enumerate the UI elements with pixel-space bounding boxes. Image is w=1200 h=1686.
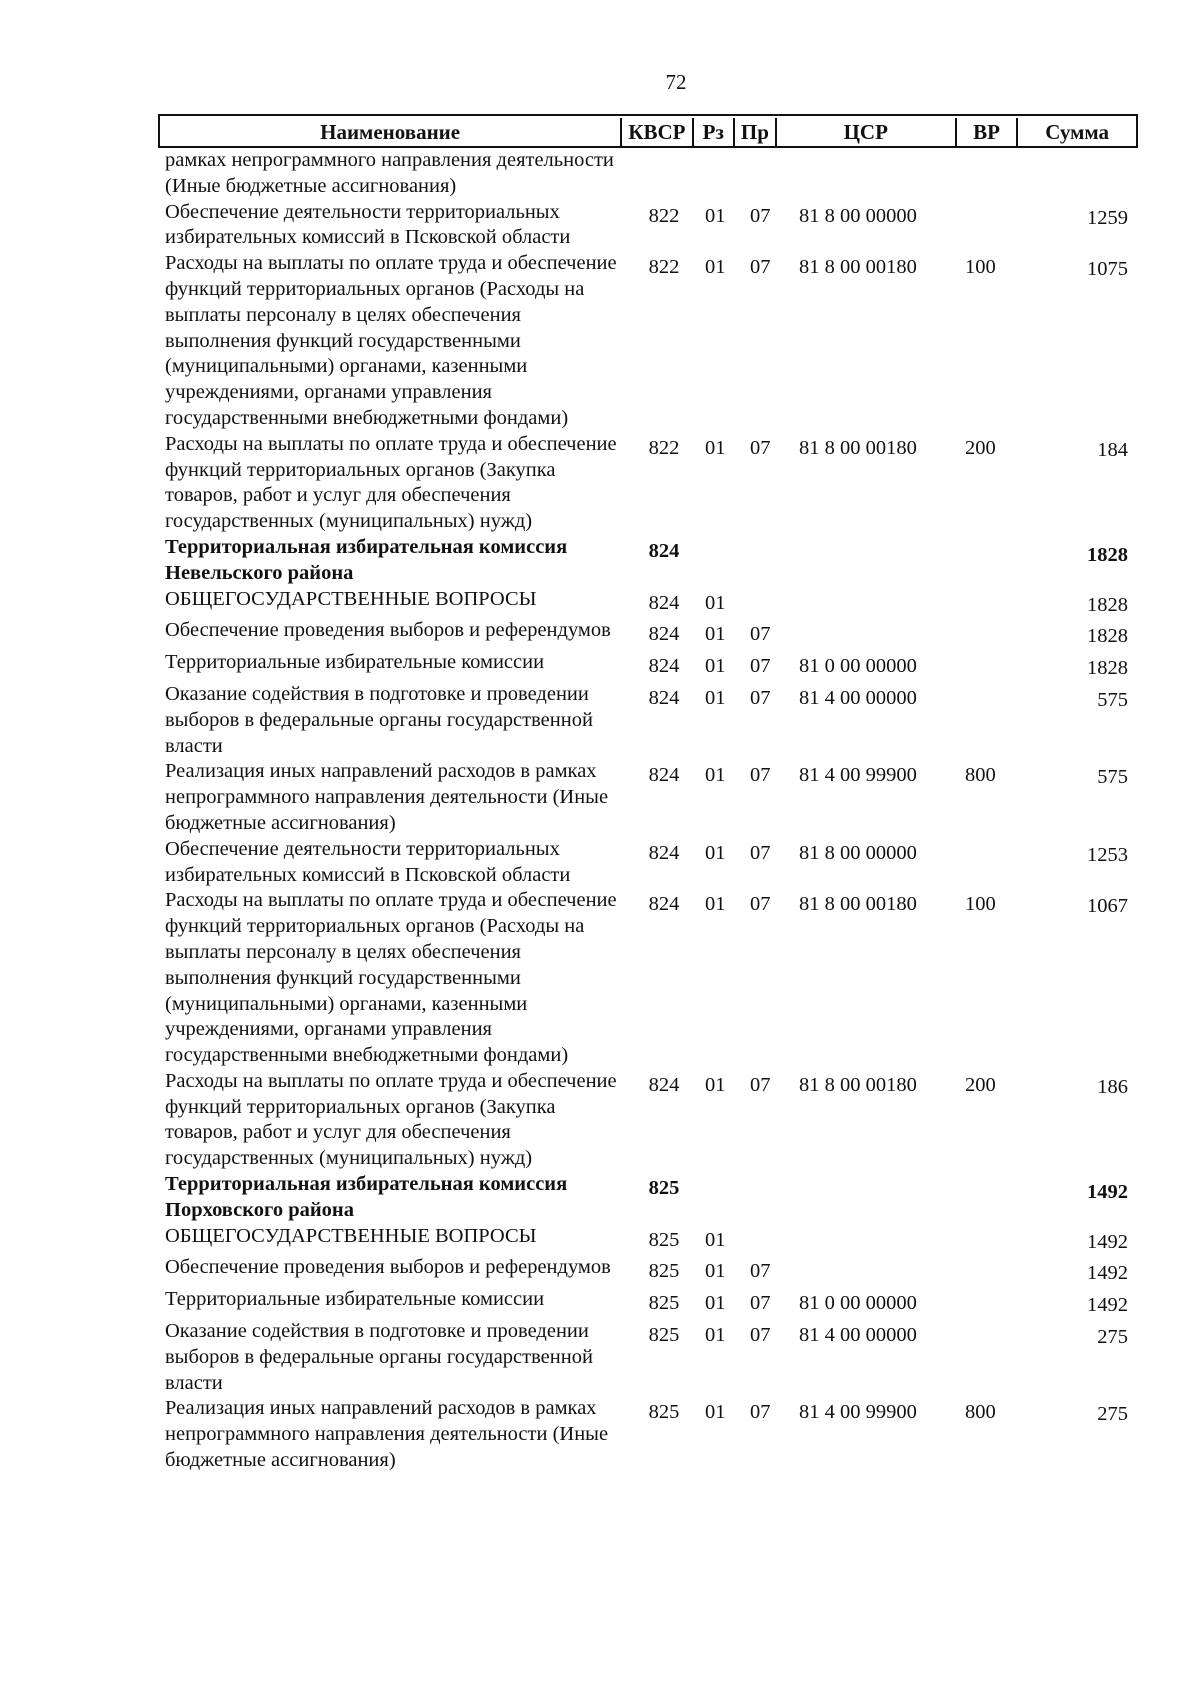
cell-name: Территориальные избирательные комиссии [165, 1288, 545, 1311]
table-row [158, 200, 1138, 252]
cell-name: Территориальная избирательная комиссия Невельского района [165, 535, 568, 584]
cell-vr [965, 587, 1020, 619]
cell-sum: 1828 [1087, 543, 1128, 566]
cell-csr [785, 618, 965, 650]
cell-sum: 1828 [1087, 593, 1128, 616]
cell-sum: 186 [1097, 1075, 1128, 1098]
cell-rz: 01 [705, 591, 726, 614]
table-header [158, 114, 1138, 148]
header-rz: Рз [694, 118, 736, 146]
cell-rz: 01 [705, 686, 726, 709]
cell-csr: 81 4 00 00000 [799, 1324, 917, 1347]
cell-rz: 01 [705, 1228, 726, 1251]
cell-vr: 800 [965, 1401, 996, 1424]
cell-csr [785, 148, 965, 200]
cell-kvsr: 824 [648, 764, 680, 787]
cell-csr: 81 4 00 99900 [799, 1401, 917, 1424]
cell-pr: 07 [750, 1401, 771, 1424]
cell-kvsr [623, 148, 705, 200]
cell-vr: 200 [965, 436, 996, 459]
table-row [158, 1319, 1138, 1396]
cell-kvsr: 822 [648, 256, 680, 279]
cell-vr [965, 148, 1020, 200]
table-row [158, 1224, 1138, 1256]
table-row [158, 1069, 1138, 1172]
cell-pr: 07 [750, 1073, 771, 1096]
cell-rz: 01 [705, 1401, 726, 1424]
cell-sum: 575 [1097, 766, 1128, 789]
budget-table [158, 114, 1138, 1474]
cell-rz: 01 [705, 893, 726, 916]
cell-rz [705, 535, 750, 587]
cell-csr [785, 587, 965, 619]
cell-csr: 81 4 00 00000 [799, 686, 917, 709]
cell-name: ОБЩЕГОСУДАРСТВЕННЫЕ ВОПРОСЫ [165, 1224, 537, 1247]
cell-csr: 81 8 00 00000 [799, 841, 917, 864]
cell-csr [785, 1172, 965, 1224]
cell-vr [965, 1224, 1020, 1256]
header-vr: ВР [957, 118, 1018, 146]
cell-pr [750, 587, 785, 619]
cell-vr [965, 1172, 1020, 1224]
cell-sum: 1492 [1087, 1230, 1128, 1253]
cell-name: Реализация иных направлений расходов в рамках непрограммного направления деятельности (Иные бюджетные ассигнования) [165, 1397, 609, 1472]
cell-rz: 01 [705, 1073, 726, 1096]
cell-name: Оказание содействия в подготовке и проведении выборов в федеральные органы государственной власти [165, 1320, 593, 1394]
cell-name: ОБЩЕГОСУДАРСТВЕННЫЕ ВОПРОСЫ [165, 587, 537, 610]
header-pr: Пр [735, 118, 777, 146]
cell-sum: 275 [1097, 1326, 1128, 1349]
cell-sum: 1828 [1087, 657, 1128, 680]
table-row [158, 837, 1138, 889]
cell-name: рамках непрограммного направления деятельности (Иные бюджетные ассигнования) [165, 149, 614, 197]
cell-kvsr: 824 [648, 686, 680, 709]
cell-csr: 81 0 00 00000 [799, 1292, 917, 1315]
cell-kvsr: 825 [648, 1177, 680, 1200]
table-body [158, 148, 1138, 1474]
cell-vr [965, 1255, 1020, 1287]
cell-pr: 07 [750, 893, 771, 916]
table-row [158, 587, 1138, 619]
cell-csr: 81 4 00 99900 [799, 764, 917, 787]
cell-pr: 07 [750, 204, 771, 227]
cell-sum: 575 [1097, 688, 1128, 711]
cell-pr: 07 [750, 1260, 771, 1283]
cell-pr: 07 [750, 1324, 771, 1347]
cell-csr [785, 1224, 965, 1256]
cell-sum: 1492 [1087, 1181, 1128, 1204]
cell-vr [965, 837, 1020, 889]
cell-vr [965, 200, 1020, 252]
table-row [158, 1287, 1138, 1319]
cell-pr [750, 1172, 785, 1224]
cell-csr: 81 8 00 00180 [799, 1073, 917, 1096]
cell-kvsr: 822 [648, 436, 680, 459]
cell-kvsr: 824 [648, 591, 680, 614]
cell-sum: 1259 [1087, 206, 1128, 229]
cell-kvsr: 825 [648, 1260, 680, 1283]
cell-pr [750, 1224, 785, 1256]
cell-vr [965, 1287, 1020, 1319]
cell-csr [785, 1255, 965, 1287]
cell-pr: 07 [750, 655, 771, 678]
cell-vr [965, 1319, 1020, 1396]
cell-pr [750, 148, 785, 200]
cell-name: Реализация иных направлений расходов в рамках непрограммного направления деятельности (Иные бюджетные ассигнования) [165, 760, 609, 834]
cell-pr: 07 [750, 686, 771, 709]
table-row [158, 618, 1138, 650]
cell-kvsr: 825 [648, 1292, 680, 1315]
cell-sum: 275 [1097, 1403, 1128, 1426]
cell-name: Расходы на выплаты по оплате труда и обеспечение функций территориальных органов (Расходы на выплаты персоналу в целях обеспечения выполнения функций государственными (муниципальными) органами, казенными учреждениями, органами управления государственными внебюджетными фондами) [165, 889, 617, 1067]
cell-csr: 81 0 00 00000 [799, 655, 917, 678]
cell-rz: 01 [705, 655, 726, 678]
cell-rz: 01 [705, 841, 726, 864]
cell-name: Обеспечение деятельности территориальных избирательных комиссий в Псковской области [165, 200, 571, 249]
cell-pr [750, 535, 785, 587]
cell-csr: 81 8 00 00180 [799, 256, 917, 279]
cell-rz: 01 [705, 764, 726, 787]
header-sum: Сумма [1045, 120, 1110, 144]
table-row [158, 759, 1138, 836]
cell-sum: 1828 [1087, 625, 1128, 648]
cell-rz: 01 [705, 1260, 726, 1283]
cell-kvsr: 825 [648, 1401, 680, 1424]
cell-vr [965, 618, 1020, 650]
cell-name: Обеспечение деятельности территориальных избирательных комиссий в Псковской области [165, 837, 571, 886]
cell-vr: 100 [965, 256, 996, 279]
cell-vr: 100 [965, 893, 996, 916]
cell-kvsr: 824 [648, 655, 680, 678]
cell-rz: 01 [705, 1324, 726, 1347]
cell-sum: 184 [1097, 438, 1128, 461]
cell-name: Расходы на выплаты по оплате труда и обеспечение функций территориальных органов (Закупка товаров, работ и услуг для обеспечения государственных (муниципальных) нужд) [165, 1069, 617, 1170]
cell-vr [965, 682, 1020, 759]
table-row [158, 1255, 1138, 1287]
cell-rz: 01 [705, 256, 726, 279]
cell-vr: 200 [965, 1073, 996, 1096]
cell-name: Расходы на выплаты по оплате труда и обеспечение функций территориальных органов (Закупка товаров, работ и услуг для обеспечения государственных (муниципальных) нужд) [165, 432, 617, 533]
table-row [158, 1172, 1138, 1224]
cell-pr: 07 [750, 256, 771, 279]
cell-rz [705, 1172, 750, 1224]
cell-rz: 01 [705, 436, 726, 459]
cell-name: Обеспечение проведения выборов и референдумов [165, 1256, 611, 1279]
cell-kvsr: 825 [648, 1324, 680, 1347]
cell-kvsr: 824 [648, 841, 680, 864]
cell-kvsr: 824 [648, 623, 680, 646]
cell-name: Территориальная избирательная комиссия Порховского района [165, 1173, 568, 1221]
cell-csr: 81 8 00 00180 [799, 436, 917, 459]
cell-sum: 1492 [1087, 1294, 1128, 1317]
cell-pr: 07 [750, 1292, 771, 1315]
cell-vr [965, 650, 1020, 682]
cell-rz: 01 [705, 1292, 726, 1315]
cell-sum: 1492 [1087, 1262, 1128, 1285]
cell-rz: 01 [705, 204, 726, 227]
cell-rz [705, 148, 750, 200]
cell-pr: 07 [750, 436, 771, 459]
cell-csr: 81 8 00 00000 [799, 204, 917, 227]
cell-csr: 81 8 00 00180 [799, 893, 917, 916]
cell-kvsr: 824 [648, 893, 680, 916]
cell-rz: 01 [705, 623, 726, 646]
cell-name: Расходы на выплаты по оплате труда и обеспечение функций территориальных органов (Расходы на выплаты персоналу в целях обеспечения выполнения функций государственными (муниципальными) органами, казенными учреждениями, органами управления государственными внебюджетными фондами) [165, 252, 617, 429]
cell-csr [785, 535, 965, 587]
cell-sum: 1067 [1087, 895, 1128, 918]
cell-sum: 1075 [1087, 258, 1128, 281]
page-number: 72 [665, 70, 687, 94]
table-row [158, 432, 1138, 535]
cell-kvsr: 822 [648, 204, 680, 227]
cell-pr: 07 [750, 764, 771, 787]
table-row [158, 535, 1138, 587]
cell-name: Территориальные избирательные комиссии [165, 651, 545, 674]
cell-name: Обеспечение проведения выборов и референдумов [165, 619, 611, 642]
cell-vr [965, 535, 1020, 587]
cell-kvsr: 824 [648, 539, 680, 562]
header-kvsr: КВСР [622, 118, 693, 146]
table-row [158, 251, 1138, 432]
cell-sum [1020, 148, 1138, 200]
cell-name: Оказание содействия в подготовке и проведении выборов в федеральные органы государственной власти [165, 682, 593, 757]
table-row [158, 888, 1138, 1069]
cell-kvsr: 824 [648, 1073, 680, 1096]
table-row [158, 1396, 1138, 1473]
header-name: Наименование [160, 118, 622, 146]
cell-pr: 07 [750, 841, 771, 864]
cell-sum: 1253 [1087, 843, 1128, 866]
table-row [158, 148, 1138, 200]
cell-vr: 800 [965, 764, 996, 787]
cell-kvsr: 825 [648, 1228, 680, 1251]
header-csr: ЦСР [777, 118, 957, 146]
table-row [158, 682, 1138, 759]
cell-pr: 07 [750, 623, 771, 646]
table-row [158, 650, 1138, 682]
